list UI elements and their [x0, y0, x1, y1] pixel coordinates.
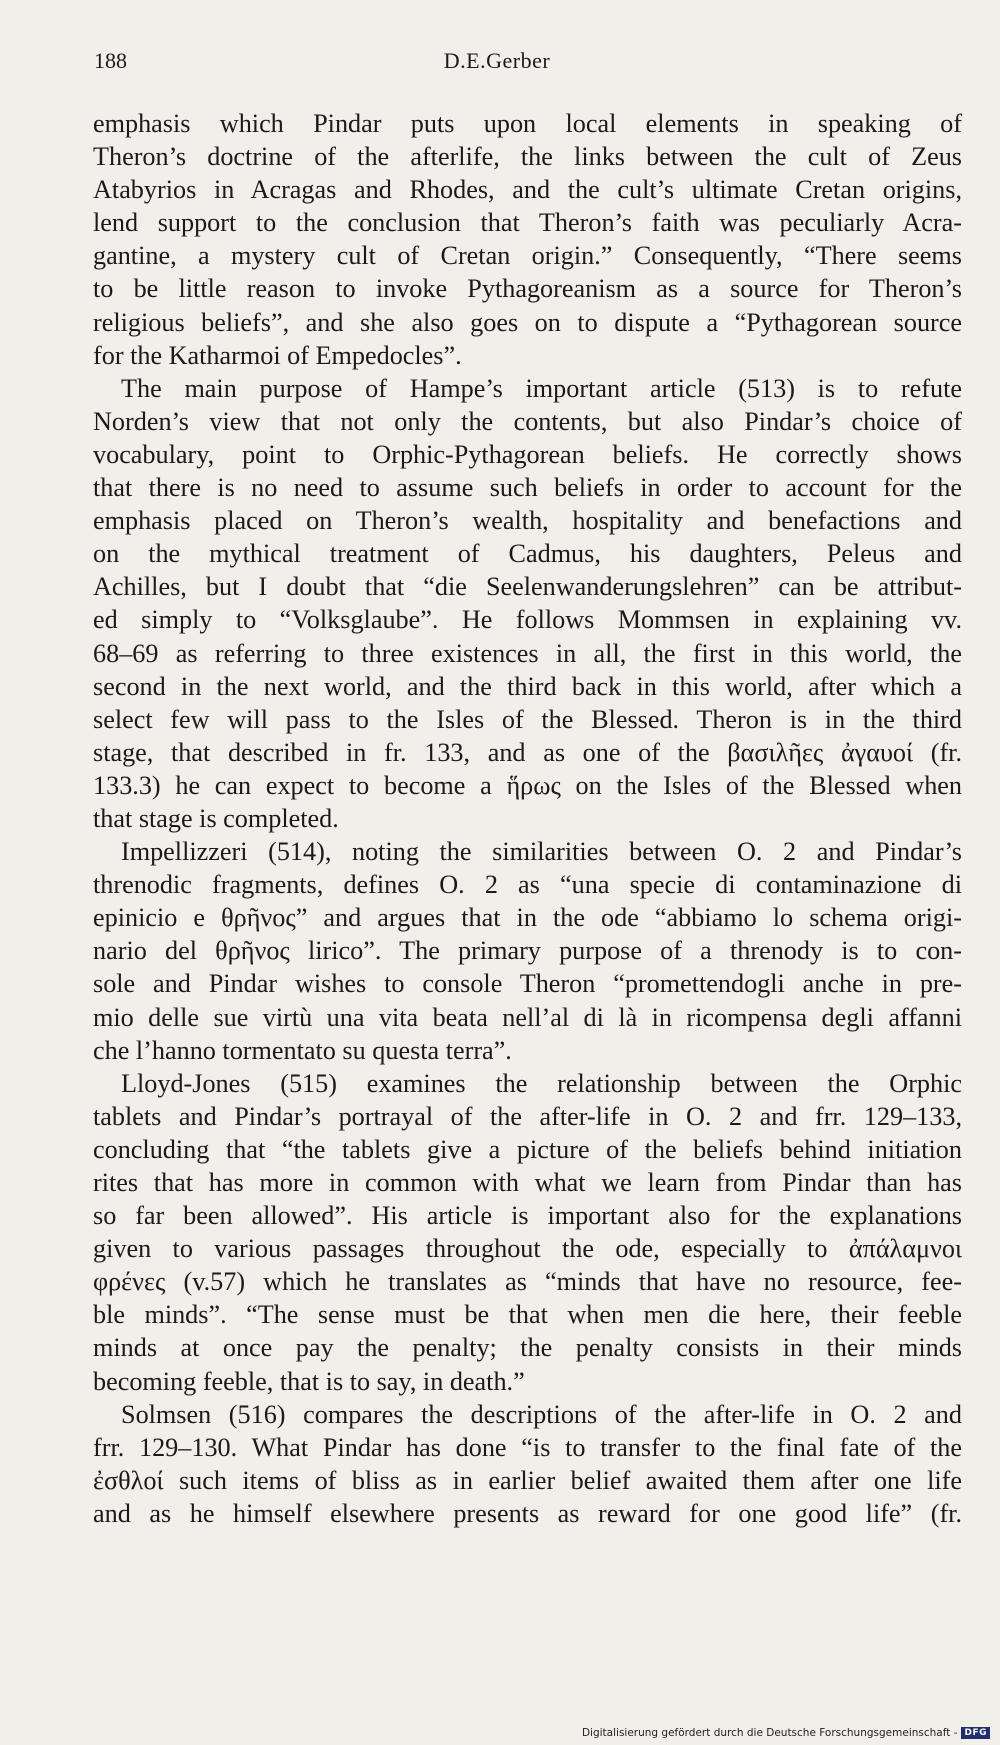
page-number: 188	[94, 48, 127, 73]
text-line: minds at once pay the penalty; the penalty consists in their minds	[93, 1333, 962, 1363]
text-line: concluding that “the tablets give a picture of the beliefs behind initiation	[93, 1134, 962, 1164]
text-line: tablets and Pindar’s portrayal of the after-life in O. 2 and frr. 129–133,	[93, 1101, 962, 1131]
text-line: Lloyd-Jones (515) examines the relationship between the Orphic	[121, 1068, 962, 1098]
text-line: 68–69 as referring to three existences in all, the first in this world, the	[93, 638, 962, 668]
text-line: so far been allowed”. His article is important also for the explanations	[93, 1201, 962, 1231]
dfg-logo: DFG	[961, 1727, 990, 1739]
text-line: The main purpose of Hampe’s important article (513) is to refute	[121, 373, 962, 403]
running-head-author: D.E.Gerber	[443, 48, 551, 73]
text-line: Atabyrios in Acragas and Rhodes, and the cult’s ultimate Cretan origins,	[93, 175, 962, 205]
text-line: ἐσθλοί such items of bliss as in earlier belief awaited them after one life	[93, 1465, 962, 1495]
text-line: Norden’s view that not only the contents, but also Pindar’s choice of	[93, 406, 962, 436]
text-line: frr. 129–130. What Pindar has done “is to transfer to the final fate of the	[93, 1432, 962, 1462]
text-line: epinicio e θρῆνος” and argues that in the ode “abbiamo lo schema origi-	[93, 903, 962, 933]
text-line: select few will pass to the Isles of the Blessed. Theron is in the third	[93, 704, 962, 734]
running-header	[92, 48, 902, 80]
text-line: 133.3) he can expect to become a ἥρως on the Isles of the Blessed when	[93, 770, 962, 800]
text-line: emphasis placed on Theron’s wealth, hospitality and benefactions and	[93, 506, 962, 536]
text-line: φρένες (v.57) which he translates as “minds that have no resource, fee-	[93, 1267, 962, 1297]
text-line: given to various passages throughout the ode, especially to ἀπάλαμνοι	[93, 1234, 962, 1264]
text-line: vocabulary, point to Orphic-Pythagorean beliefs. He correctly shows	[93, 439, 962, 469]
text-line: lend support to the conclusion that Theron’s faith was peculiarly Acra-	[93, 208, 962, 238]
text-line: religious beliefs”, and she also goes on to dispute a “Pythagorean source	[93, 307, 962, 337]
text-line: that stage is completed.	[93, 803, 339, 833]
text-line: to be little reason to invoke Pythagoreanism as a source for Theron’s	[93, 274, 962, 304]
text-line: Achilles, but I doubt that “die Seelenwanderungslehren” can be attribut-	[93, 572, 962, 602]
text-line: for the Katharmoi of Empedocles”.	[93, 340, 462, 370]
text-line: second in the next world, and the third back in this world, after which a	[93, 671, 962, 701]
text-line: on the mythical treatment of Cadmus, his daughters, Peleus and	[93, 539, 962, 569]
text-line: threnodic fragments, defines O. 2 as “una specie di contaminazione di	[93, 870, 962, 900]
text-line: ed simply to “Volksglaube”. He follows Mommsen in explaining vv.	[93, 605, 962, 635]
text-line: becoming feeble, that is to say, in death.”	[93, 1366, 525, 1396]
text-line: sole and Pindar wishes to console Theron “promettendogli anche in pre-	[93, 969, 962, 999]
text-line: Theron’s doctrine of the afterlife, the links between the cult of Zeus	[93, 142, 962, 172]
text-line: emphasis which Pindar puts upon local elements in speaking of	[93, 109, 962, 138]
text-line: che l’hanno tormentato su questa terra”.	[93, 1035, 512, 1065]
text-line: and as he himself elsewhere presents as reward for one good life” (fr.	[93, 1498, 962, 1528]
text-line: that there is no need to assume such beliefs in order to account for the	[93, 473, 962, 503]
text-line: gantine, a mystery cult of Cretan origin.” Consequently, “There seems	[93, 241, 962, 271]
text-line: Impellizzeri (514), noting the similarities between O. 2 and Pindar’s	[121, 837, 962, 867]
digitization-footer	[582, 1724, 990, 1742]
text-line: rites that has more in common with what we learn from Pindar than has	[93, 1168, 962, 1197]
text-line: mio delle sue virtù una vita beata nell’al di là in ricompensa degli affanni	[93, 1002, 962, 1032]
footer-credit: Digitalisierung gefördert durch die Deutsche Forschungsgemeinschaft -	[581, 1727, 958, 1739]
text-line: ble minds”. “The sense must be that when men die here, their feeble	[93, 1300, 962, 1330]
text-line: stage, that described in fr. 133, and as one of the βασιλῆες ἀγαυοί (fr.	[93, 737, 962, 767]
text-line: Solmsen (516) compares the descriptions of the after-life in O. 2 and	[121, 1399, 962, 1429]
body-text	[93, 107, 962, 1530]
text-line: nario del θρῆνος lirico”. The primary purpose of a threnody is to con-	[93, 936, 962, 966]
